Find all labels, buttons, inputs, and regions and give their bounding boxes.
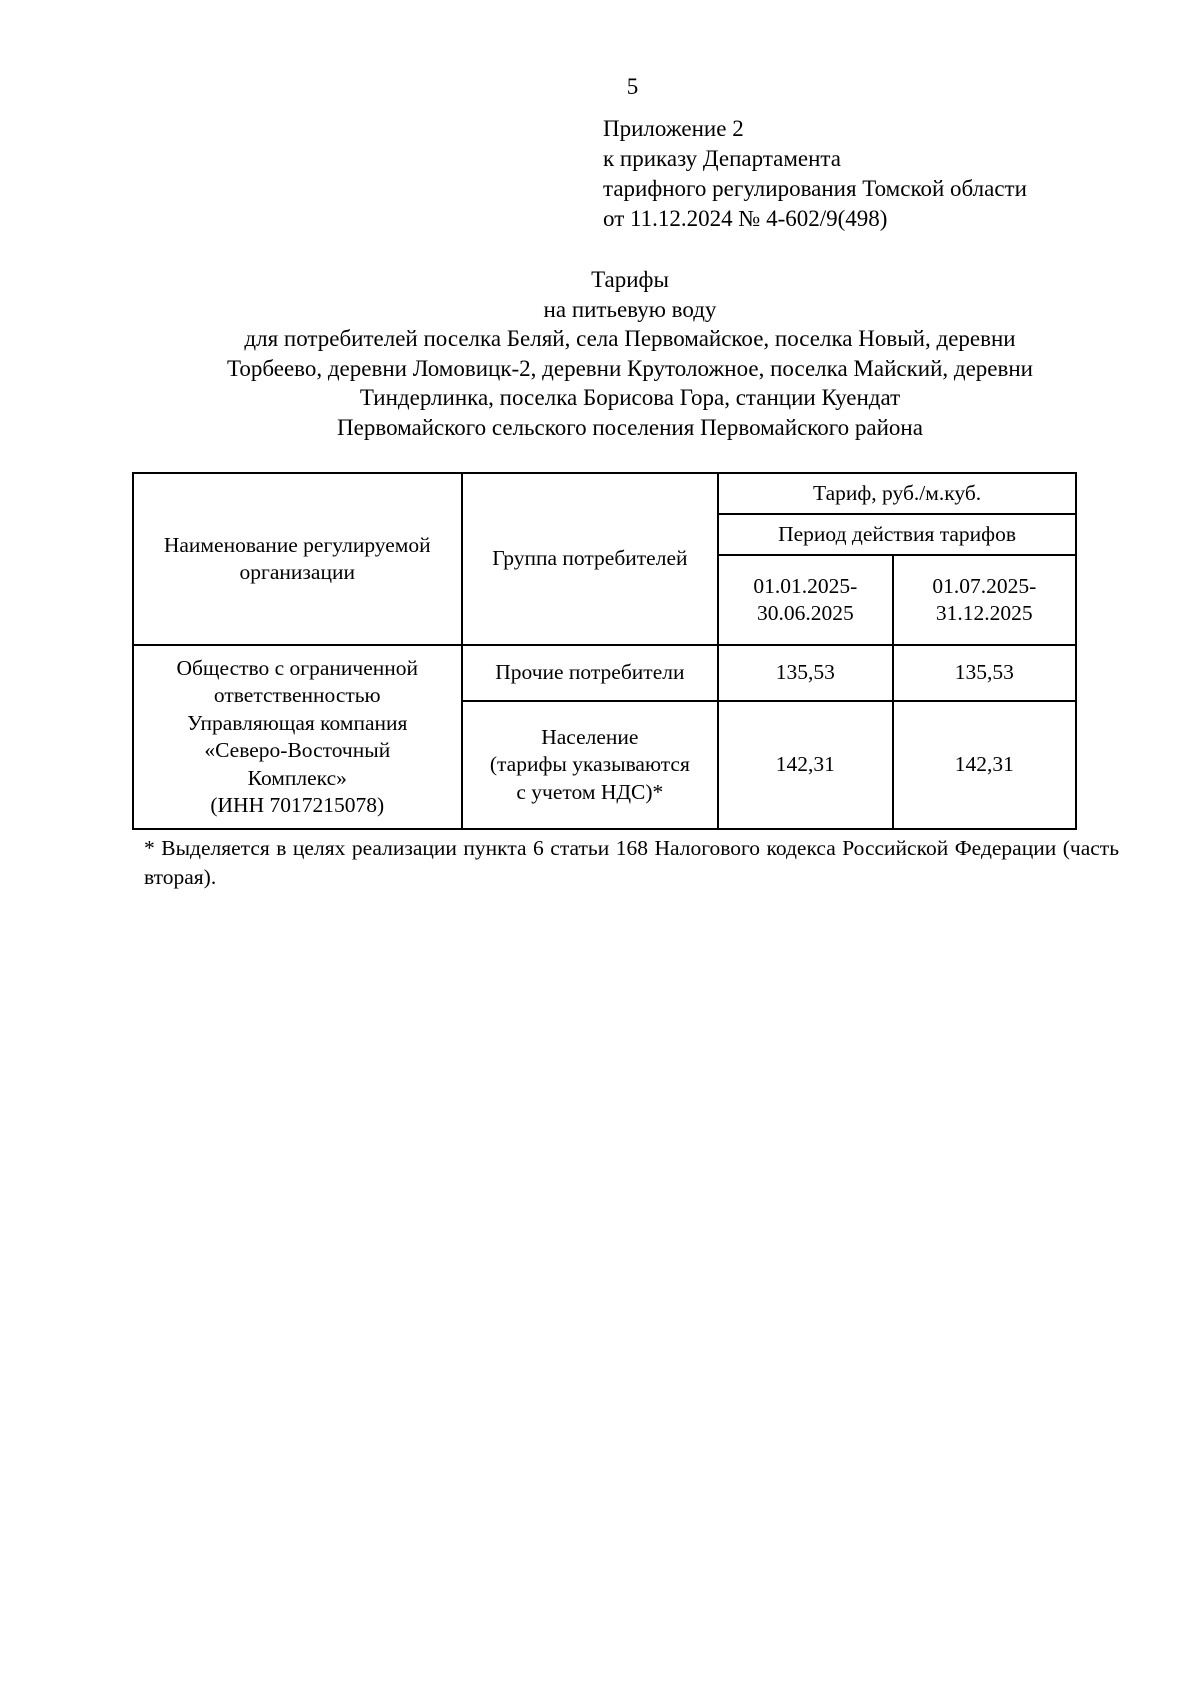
document-title <box>130 265 1130 442</box>
appendix-line: от 11.12.2024 № 4-602/9(498) <box>603 206 888 231</box>
title-line: для потребителей поселка Беляй, села Первомайское, поселка Новый, деревни <box>244 326 1016 351</box>
tariff-value-cell: 135,53 <box>893 645 1076 701</box>
table-row <box>133 645 1076 701</box>
title-line: Тарифы <box>591 267 669 292</box>
footnote: * Выделяется в целях реализации пункта 6 статьи 168 Налогового кодекса Российской Федерации (часть вторая). <box>144 836 1119 889</box>
period-header: Период действия тарифов <box>718 514 1076 555</box>
header-text: организации <box>239 560 355 584</box>
tariff-unit-header: Тариф, руб./м.куб. <box>718 473 1076 514</box>
org-text: Управляющая компания <box>187 710 408 735</box>
appendix-line: к приказу Департамента <box>603 146 841 171</box>
period2-header <box>893 555 1076 645</box>
org-text: Комплекс» <box>247 765 347 790</box>
group-text: Население <box>541 724 639 749</box>
org-text: Общество с ограниченной <box>176 655 419 680</box>
group-text: Прочие потребители <box>495 660 685 685</box>
title-line: Тиндерлинка, поселка Борисова Гора, станции Куендат <box>359 385 901 410</box>
org-text: «Северо-Восточный <box>204 738 391 762</box>
group-text: с учетом НДС)* <box>516 779 664 804</box>
header-text: 01.07.2025- <box>932 573 1037 598</box>
header-text: 30.06.2025 <box>756 601 854 625</box>
tariff-value-cell: 142,31 <box>893 701 1076 829</box>
table-header-row <box>133 473 1076 514</box>
appendix-reference <box>603 114 1027 234</box>
title-line: Первомайского сельского поселения Первомайского района <box>337 414 923 440</box>
appendix-line: тарифного регулирования Томской области <box>603 176 1027 201</box>
period1-header <box>718 555 892 645</box>
group-column-header: Группа потребителей <box>462 473 719 645</box>
group-cell <box>462 645 719 701</box>
tariff-table <box>132 472 1077 830</box>
org-text: ответственностью <box>213 683 381 707</box>
appendix-line: Приложение 2 <box>603 116 744 141</box>
title-line: на питьевую воду <box>543 296 717 322</box>
header-text: Наименование регулируемой <box>163 532 431 557</box>
org-text: (ИНН 7017215078) <box>210 793 385 817</box>
header-text: 31.12.2025 <box>935 601 1033 625</box>
org-column-header <box>133 473 462 645</box>
organization-cell <box>133 645 462 829</box>
tariff-value-cell: 142,31 <box>718 701 892 829</box>
tariff-value-cell: 135,53 <box>718 645 892 701</box>
group-cell <box>462 701 719 829</box>
title-line: Торбеево, деревни Ломовицк-2, деревни Крутоложное, поселка Майский, деревни <box>227 355 1033 381</box>
group-text: (тарифы указываются <box>489 752 690 777</box>
page-number: 5 <box>626 74 639 99</box>
header-text: 01.01.2025- <box>753 573 858 598</box>
